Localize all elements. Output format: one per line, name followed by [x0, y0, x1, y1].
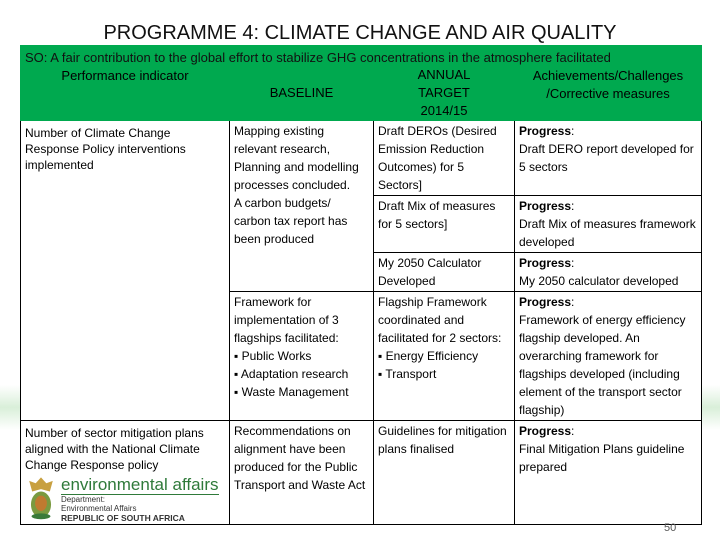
baseline-2: Recommendations on alignment have been produced for the Public Transport and Waste Act — [230, 421, 374, 525]
logo-dept: Department: — [61, 495, 106, 504]
achievement-text: Draft DERO report developed for 5 sectors — [519, 142, 694, 174]
achievement-1d: Progress: Framework of energy efficiency flagship developed. An overarching framework for flagships developed (including element of the transport sector flagship) — [515, 292, 702, 421]
achievement-text: Framework of energy efficiency flagship developed. An overarching framework for flagships developed (including element of the transport sector flagship) — [519, 313, 686, 417]
achievement-1b: Progress: Draft Mix of measures framework developed — [515, 196, 702, 253]
target-2: Guidelines for mitigation plans finalised — [374, 421, 515, 525]
header-baseline: BASELINE — [230, 66, 374, 121]
header-target: ANNUAL TARGET 2014/15 — [374, 66, 515, 121]
strategic-objective: SO: A fair contribution to the global effort to stabilize GHG concentrations in the atmosphere facilitated — [21, 46, 702, 67]
slide-title: PROGRAMME 4: CLIMATE CHANGE AND AIR QUALITY — [103, 22, 617, 44]
department-logo — [25, 475, 225, 523]
target-1c: My 2050 Calculator Developed — [374, 253, 515, 292]
achievement-1c: Progress: My 2050 calculator developed — [515, 253, 702, 292]
achievement-2: Progress: Final Mitigation Plans guideline prepared — [515, 421, 702, 525]
indicator-2-cell — [21, 421, 230, 525]
progress-label: Progress — [519, 124, 572, 138]
baseline-1: Mapping existing relevant research, Planning and modelling processes concluded. A carbon budgets/ carbon tax report has been produced — [230, 121, 374, 292]
page-number: 50 — [664, 522, 677, 534]
logo-country: REPUBLIC OF SOUTH AFRICA — [61, 513, 185, 523]
indicator-2: Number of sector mitigation plans aligned with the National Climate Change Response policy — [25, 426, 204, 472]
progress-label: Progress — [519, 424, 572, 438]
target-1b: Draft Mix of measures for 5 sectors] — [374, 196, 515, 253]
logo-sub: Environmental Affairs — [61, 504, 137, 513]
target-1d: Flagship Framework coordinated and facilitated for 2 sectors: ▪ Energy Efficiency ▪ Transport — [374, 292, 515, 421]
header-achievements: Achievements/Challenges /Corrective measures — [515, 66, 702, 121]
achievement-text: Draft Mix of measures framework developed — [519, 217, 696, 249]
coat-of-arms-icon — [25, 475, 57, 521]
logo-name: environmental affairs — [61, 475, 219, 494]
progress-label: Progress — [519, 199, 572, 213]
target-1a: Draft DEROs (Desired Emission Reduction Outcomes) for 5 Sectors] — [374, 121, 515, 196]
programme-table — [20, 45, 702, 525]
progress-label: Progress — [519, 295, 572, 309]
achievement-1a: Progress: Draft DERO report developed for 5 sectors — [515, 121, 702, 196]
baseline-1d: Framework for implementation of 3 flagships facilitated: ▪ Public Works ▪ Adaptation research ▪ Waste Management — [230, 292, 374, 421]
progress-label: Progress — [519, 256, 572, 270]
header-indicator: Performance indicator — [21, 66, 230, 121]
achievement-text: Final Mitigation Plans guideline prepared — [519, 442, 685, 474]
achievement-text: My 2050 calculator developed — [519, 274, 679, 288]
indicator-1: Number of Climate Change Response Policy interventions implemented — [21, 121, 230, 421]
